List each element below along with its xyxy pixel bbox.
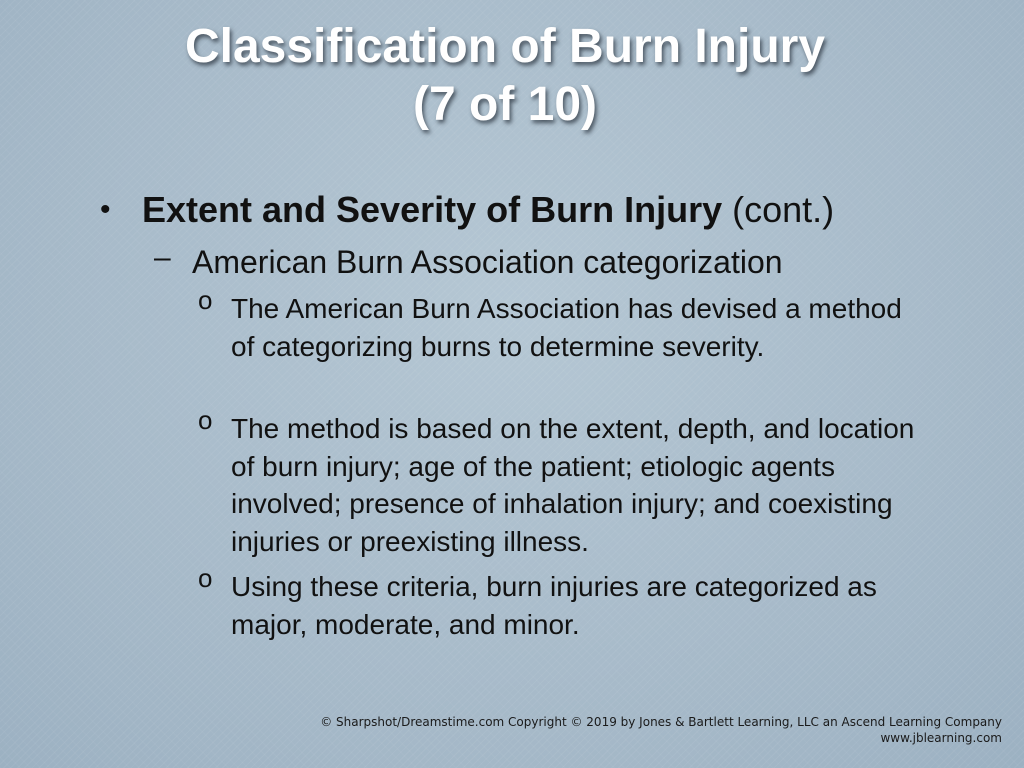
slide-title-line-1: Classification of Burn Injury <box>184 20 826 73</box>
bullet-level-3-text: Using these criteria, burn injuries are categorized as major, moderate, and minor. <box>231 571 877 640</box>
circle-marker: o <box>198 285 213 315</box>
bullet-marker: • <box>100 193 111 226</box>
bullet-level-2-text: American Burn Association categorization <box>192 244 783 280</box>
bullet-level-1-bold-text: Extent and Severity of Burn Injury <box>142 189 723 230</box>
website-text: www.jblearning.com <box>880 731 1002 745</box>
copyright-text: © Sharpshot/Dreamstime.com Copyright © 2019 by Jones & Bartlett Learning, LLC an Ascend Learning Company <box>320 715 1002 729</box>
circle-marker: o <box>198 563 213 593</box>
bullet-level-3-text: The American Burn Association has devised a method of categorizing burns to determine severity. <box>231 293 902 362</box>
slide-title-line-2: (7 of 10) <box>412 78 598 131</box>
bullet-level-1-normal-text: (cont.) <box>722 189 835 230</box>
bullet-level-3-text: The method is based on the extent, depth, and location of burn injury; age of the patient; etiologic agents involved; presence of inhalation injury; and coexisting injuries or preexisting illness. <box>231 413 915 557</box>
bullet-level-1-text <box>142 188 834 232</box>
copyright-footer <box>320 714 1002 746</box>
dash-marker: – <box>154 241 171 274</box>
circle-marker: o <box>198 405 213 435</box>
